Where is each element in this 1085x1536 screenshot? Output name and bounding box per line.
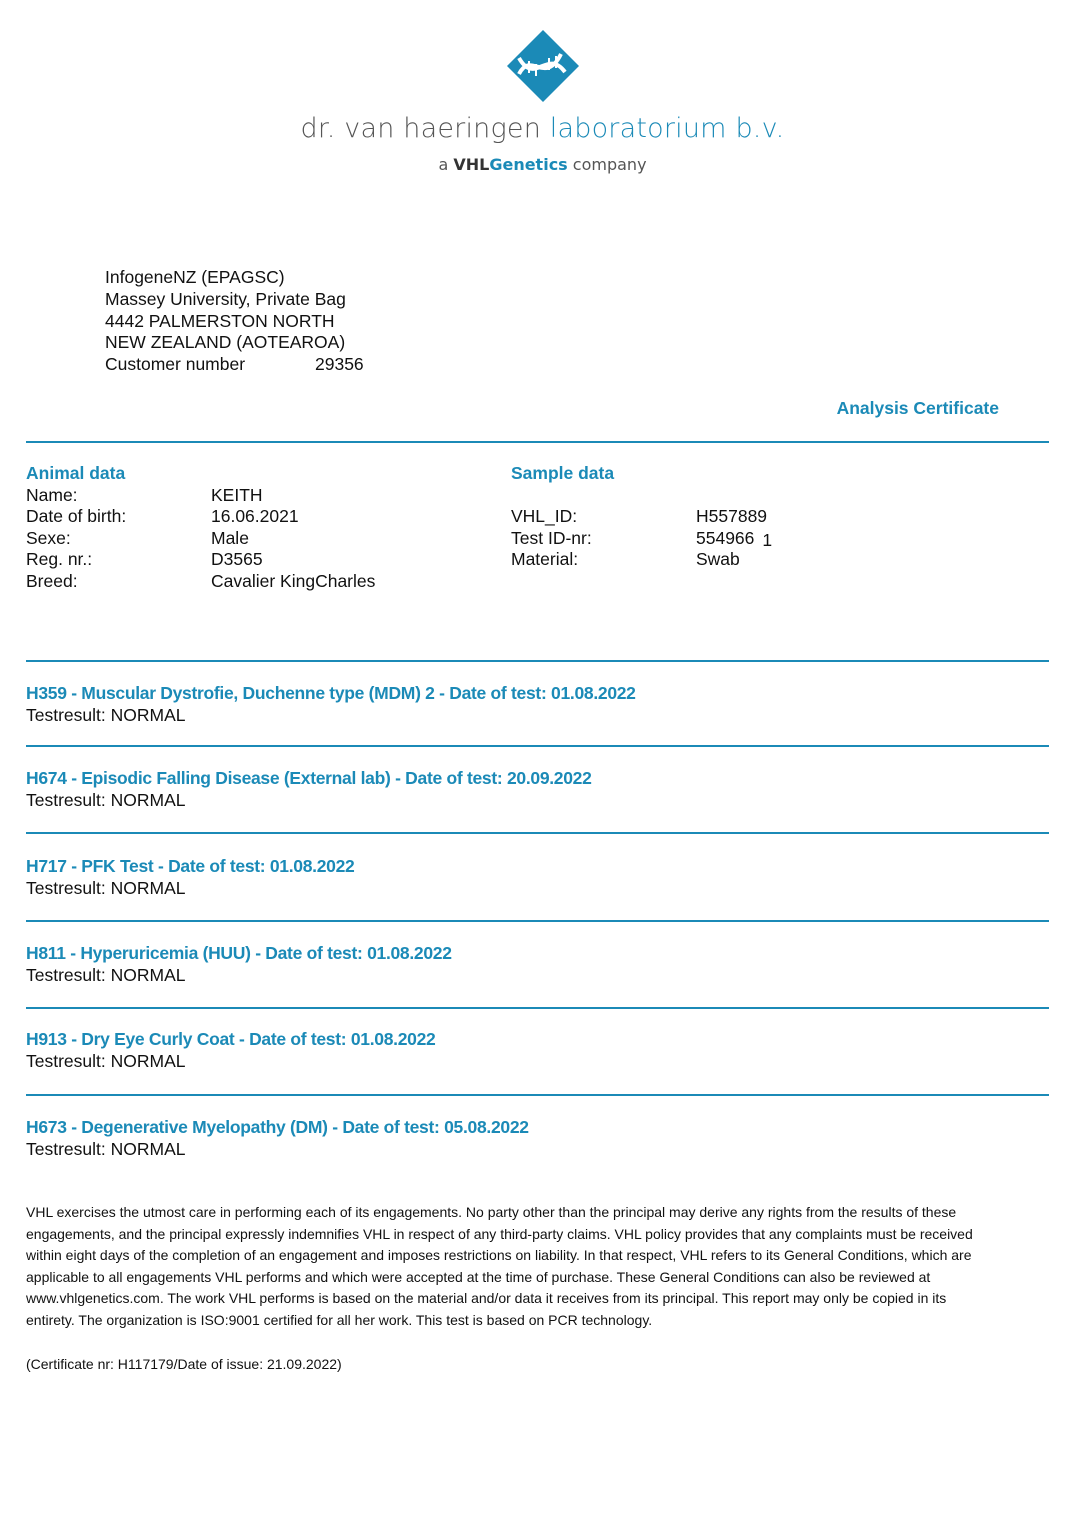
field-label: Test ID-nr: [511,527,592,548]
address-line: 4442 PALMERSTON NORTH [105,310,335,331]
test-entry [26,1117,529,1160]
test-title: H673 - Degenerative Myelopathy (DM) - Date of test: 05.08.2022 [26,1117,529,1137]
animal-field [26,549,375,571]
test-result: Testresult: NORMAL [26,790,186,810]
test-entry [26,768,592,811]
divider [26,441,1049,443]
customer-number-label: Customer number [105,354,246,375]
address-line: InfogeneNZ (EPAGSC) [105,267,285,287]
company-prefix: a [438,155,454,174]
sample-field [511,549,772,571]
field-label: VHL_ID: [511,506,578,526]
animal-field [26,506,375,528]
test-title: H674 - Episodic Falling Disease (External lab) - Date of test: 20.09.2022 [26,768,592,788]
field-label: Reg. nr.: [26,549,93,569]
animal-field [26,528,375,550]
lab-name-part1: dr. van haeringen [300,113,550,144]
company-brand1: VHL [453,155,490,174]
divider [26,832,1049,834]
address-block [105,267,364,376]
field-label: Date of birth: [26,506,127,526]
address-line: Massey University, Private Bag [105,288,346,309]
address-line: NEW ZEALAND (AOTEAROA) [105,332,346,353]
customer-number-row [105,354,364,376]
test-entry [26,683,636,726]
animal-field [26,485,375,507]
divider [26,745,1049,747]
test-result: Testresult: NORMAL [26,1139,186,1159]
field-label: Material: [511,549,579,569]
test-result: Testresult: NORMAL [26,878,186,898]
dna-diamond-logo-icon [505,28,581,104]
test-title: H359 - Muscular Dystrofie, Duchenne type (MDM) 2 - Date of test: 01.08.2022 [26,683,636,703]
animal-data-heading: Animal data [26,463,126,483]
field-value: Male [211,527,249,548]
certificate-number: (Certificate nr: H117179/Date of issue: 21.09.2022) [26,1356,342,1372]
test-entry [26,1029,435,1072]
field-value: Swab [696,549,740,569]
logo [0,28,1085,104]
divider [26,1094,1049,1096]
sample-field [511,506,772,528]
lab-name-part2: laboratorium b.v. [549,113,785,144]
company-suffix: company [567,155,647,174]
field-value: KEITH [211,484,263,505]
field-suffix: 1 [762,529,773,550]
test-entry [26,943,452,986]
field-value: H557889 [696,506,768,526]
company-line [0,155,1085,174]
sample-data-heading: Sample data [511,463,615,483]
field-label: Name: [26,484,78,505]
sample-field [511,528,772,550]
field-label: Breed: [26,570,78,591]
company-brand2: Genetics [489,155,568,174]
sample-data [511,463,772,571]
field-value: D3565 [211,549,263,569]
customer-number-value: 29356 [315,354,364,375]
field-value: Cavalier KingCharles [211,570,376,591]
field-label: Sexe: [26,527,71,548]
disclaimer-text: VHL exercises the utmost care in performing each of its engagements. No party other than the principal may derive any rights from the results of these engagements, and the principal expressly indemnifies VHL in respect of any third-party claims. VHL policy provides that any complaints must be received within eight days of the completion of an engagement and imposes restrictions on liability. In that respect, VHL refers to its General Conditions, which are applicable to all engagements VHL performs and which were accepted at the time of purchase. These General Conditions can also be reviewed at www.vhlgenetics.com. The work VHL performs is based on the material and/or data it receives from its principal. This report may only be copied in its entirety. The organization is ISO:9001 certified for all her work. This test is based on PCR technology. [26,1204,973,1328]
divider [26,660,1049,662]
test-title: H811 - Hyperuricemia (HUU) - Date of test: 01.08.2022 [26,943,452,963]
divider [26,1007,1049,1009]
test-result: Testresult: NORMAL [26,705,186,725]
test-result: Testresult: NORMAL [26,965,186,985]
divider [26,920,1049,922]
test-title: H913 - Dry Eye Curly Coat - Date of test: 01.08.2022 [26,1029,436,1049]
animal-field [26,571,375,593]
animal-data [26,463,375,592]
test-title: H717 - PFK Test - Date of test: 01.08.2022 [26,856,355,876]
test-result: Testresult: NORMAL [26,1051,186,1071]
test-entry [26,856,354,899]
lab-name [0,113,1085,144]
field-value: 554966 [696,527,755,548]
certificate-title: Analysis Certificate [836,398,999,418]
field-value: 16.06.2021 [211,506,299,526]
